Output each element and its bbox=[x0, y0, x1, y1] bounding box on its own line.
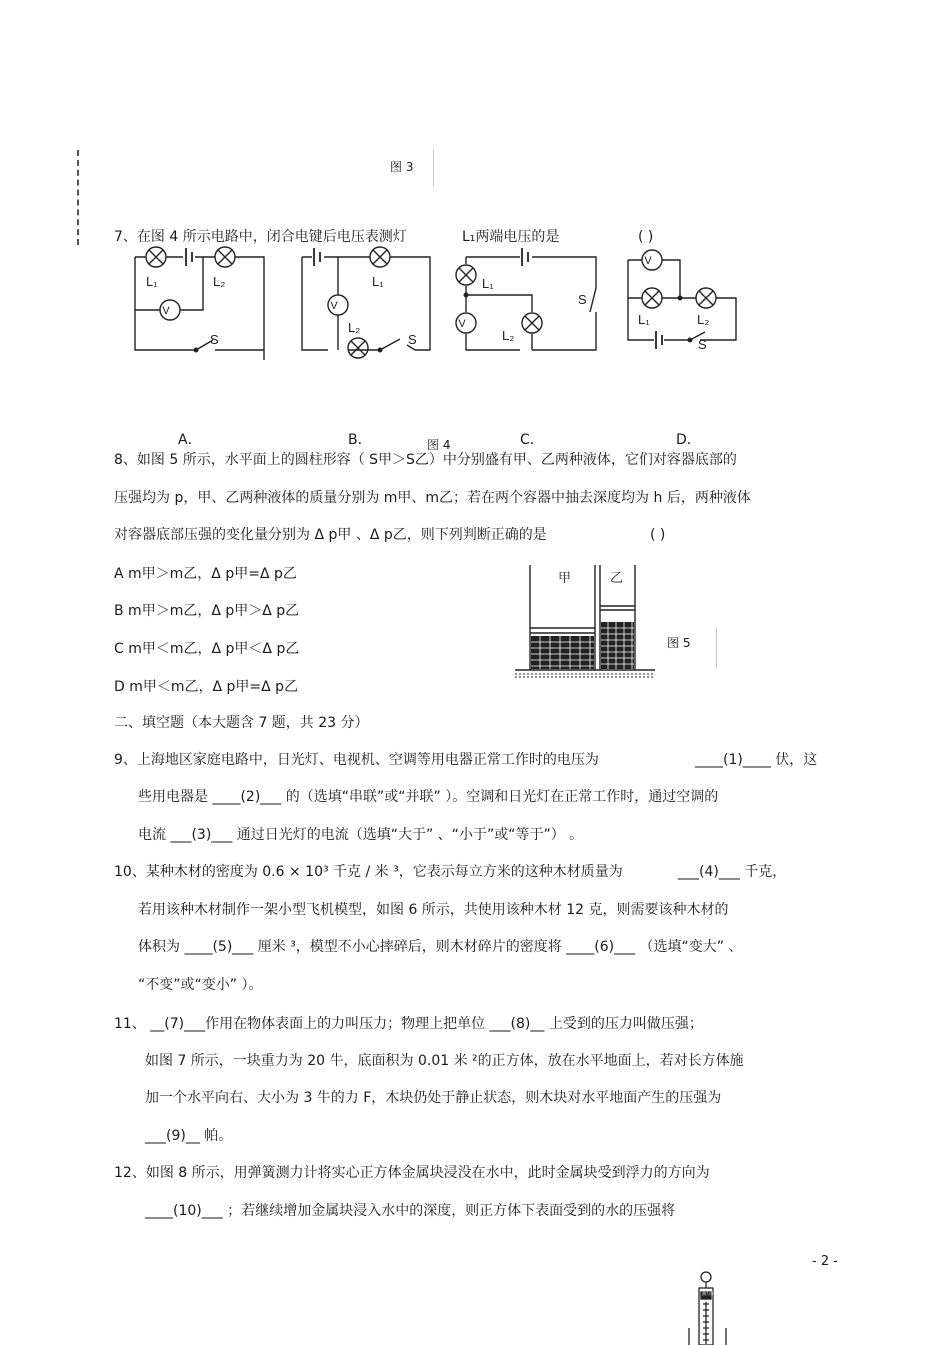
q8-line-2: 压强均为 p，甲、乙两种液体的质量分别为 m甲、m乙；若在两个容器中抽去深度均为 h 后，两种液体 bbox=[114, 490, 751, 506]
lamp-label: L₁ bbox=[372, 274, 384, 289]
fig3-right-rule bbox=[433, 150, 434, 186]
voltmeter-label: V bbox=[644, 255, 652, 267]
q7-answer-paren: ( ) bbox=[638, 229, 654, 245]
q9-line-2: 些用电器是 ____(2)___ 的（选填“串联”或“并联” ）。空调和日光灯在正常工作时，通过空调的 bbox=[138, 789, 719, 805]
q7-option-b[interactable]: B． bbox=[348, 432, 372, 448]
q9-line-3: 电流 ___(3)___ 通过日光灯的电流（选填“大于” 、“小于”或“等于”） 。 bbox=[138, 827, 584, 843]
q12-line-2: ____(10)___ ；若继续增加金属块浸入水中的深度，则正方体下表面受到的水的压强将 bbox=[145, 1203, 676, 1219]
q8-option-c[interactable]: C m甲＜m乙，Δ p甲＜Δ p乙 bbox=[114, 641, 300, 657]
lamp-label: L₁ bbox=[638, 312, 650, 327]
q8-answer-paren: ( ) bbox=[650, 527, 666, 543]
switch-label: S bbox=[578, 292, 587, 307]
q10-line-3: 体积为 ____(5)___ 厘米 ³，模型不小心摔碎后，则木材碎片的密度将 ____(6)___ （选填“变大” 、 bbox=[138, 939, 743, 955]
q10-line-2: 若用该种木材制作一架小型飞机模型，如图 6 所示，共使用该种木材 12 克，则需要该种木材的 bbox=[138, 902, 729, 918]
voltmeter-label: V bbox=[458, 318, 466, 330]
q11-line-3: 加一个水平向右、大小为 3 牛的力 F，木块仍处于静止状态，则木块对水平地面产生的压强为 bbox=[145, 1090, 722, 1106]
switch-label: S bbox=[408, 332, 417, 347]
figure-4-caption: 图 4 bbox=[427, 438, 451, 452]
lamp-label: L₂ bbox=[502, 328, 515, 343]
voltmeter-label: V bbox=[330, 300, 338, 312]
figure-5-containers bbox=[510, 560, 660, 685]
fig5-right-rule bbox=[716, 628, 717, 668]
q10-line-4: “不变”或“变小” ）。 bbox=[138, 977, 263, 993]
figure-3-caption: 图 3 bbox=[390, 160, 414, 174]
page-number: - 2 - bbox=[812, 1254, 838, 1269]
switch-label: S bbox=[698, 337, 707, 352]
q8-option-a[interactable]: A m甲＞m乙，Δ p甲=Δ p乙 bbox=[114, 566, 297, 582]
liquid-jia bbox=[531, 636, 594, 669]
liquid-yi bbox=[601, 622, 634, 669]
lamp-label: L₂ bbox=[213, 274, 226, 289]
lamp-label: L₂ bbox=[348, 320, 361, 335]
q11-line-2: 如图 7 所示，一块重力为 20 牛，底面积为 0.01 米 ²的正方体，放在水平地面上，若对长方体施 bbox=[145, 1053, 744, 1069]
q7-option-a[interactable]: A． bbox=[178, 432, 202, 448]
lamp-label: L₂ bbox=[697, 312, 710, 327]
q7-text: 7、在图 4 所示电路中，闭合电键后电压表测灯 bbox=[114, 229, 407, 245]
q7-text-tail: L₁两端电压的是 bbox=[462, 229, 560, 245]
lamp-label: L₁ bbox=[482, 276, 494, 291]
q8-option-d[interactable]: D m甲＜m乙，Δ p甲=Δ p乙 bbox=[114, 679, 299, 695]
section-2-heading: 二、填空题（本大题含 7 题，共 23 分） bbox=[114, 715, 369, 731]
q12-line-1: 12、如图 8 所示，用弹簧测力计将实心正方体金属块浸没在水中，此时金属块受到浮力的方向为 bbox=[114, 1165, 710, 1181]
q8-line-1: 8、如图 5 所示，水平面上的圆柱形容（ S甲＞S乙）中分别盛有甲、乙两种液体，它们对容器底部的 bbox=[114, 452, 737, 468]
container-jia-label: 甲 bbox=[558, 570, 572, 585]
container-yi-label: 乙 bbox=[610, 570, 624, 585]
q7-option-c[interactable]: C． bbox=[520, 432, 544, 448]
q9-blank-1[interactable]: ____(1)____ 伏，这 bbox=[695, 752, 818, 768]
spring-scale-figure bbox=[684, 1270, 734, 1345]
q11-line-1: 11、 __(7)___作用在物体表面上的力叫压力；物理上把单位 ___(8)__ 上受到的压力叫做压强； bbox=[114, 1016, 703, 1032]
switch-label: S bbox=[210, 332, 219, 347]
q8-line-3: 对容器底部压强的变化量分别为 Δ p甲 、Δ p乙，则下列判断正确的是 bbox=[114, 527, 547, 543]
spring-scale-label: 测力计 bbox=[702, 1291, 714, 1296]
q9-line-1: 9、上海地区家庭电路中，日光灯、电视机、空调等用电器正常工作时的电压为 bbox=[114, 752, 599, 768]
circuit-a bbox=[135, 247, 264, 360]
lamp-label: L₁ bbox=[146, 274, 158, 289]
q10-blank-4[interactable]: ___(4)___ 千克， bbox=[678, 864, 787, 880]
q11-line-4: ___(9)__ 帕。 bbox=[145, 1128, 233, 1144]
figure-5-caption: 图 5 bbox=[667, 636, 691, 650]
q10-line-1: 10、某种木材的密度为 0.6 × 10³ 千克 / 米 ³，它表示每立方米的这种木材质量为 bbox=[114, 864, 623, 880]
figure-4-circuits bbox=[0, 240, 950, 360]
q7-option-d[interactable]: D． bbox=[676, 432, 701, 448]
voltmeter-label: V bbox=[162, 305, 170, 317]
binding-margin-dashes bbox=[77, 150, 79, 245]
circuit-c bbox=[456, 248, 596, 350]
q8-option-b[interactable]: B m甲＞m乙，Δ p甲＞Δ p乙 bbox=[114, 603, 300, 619]
